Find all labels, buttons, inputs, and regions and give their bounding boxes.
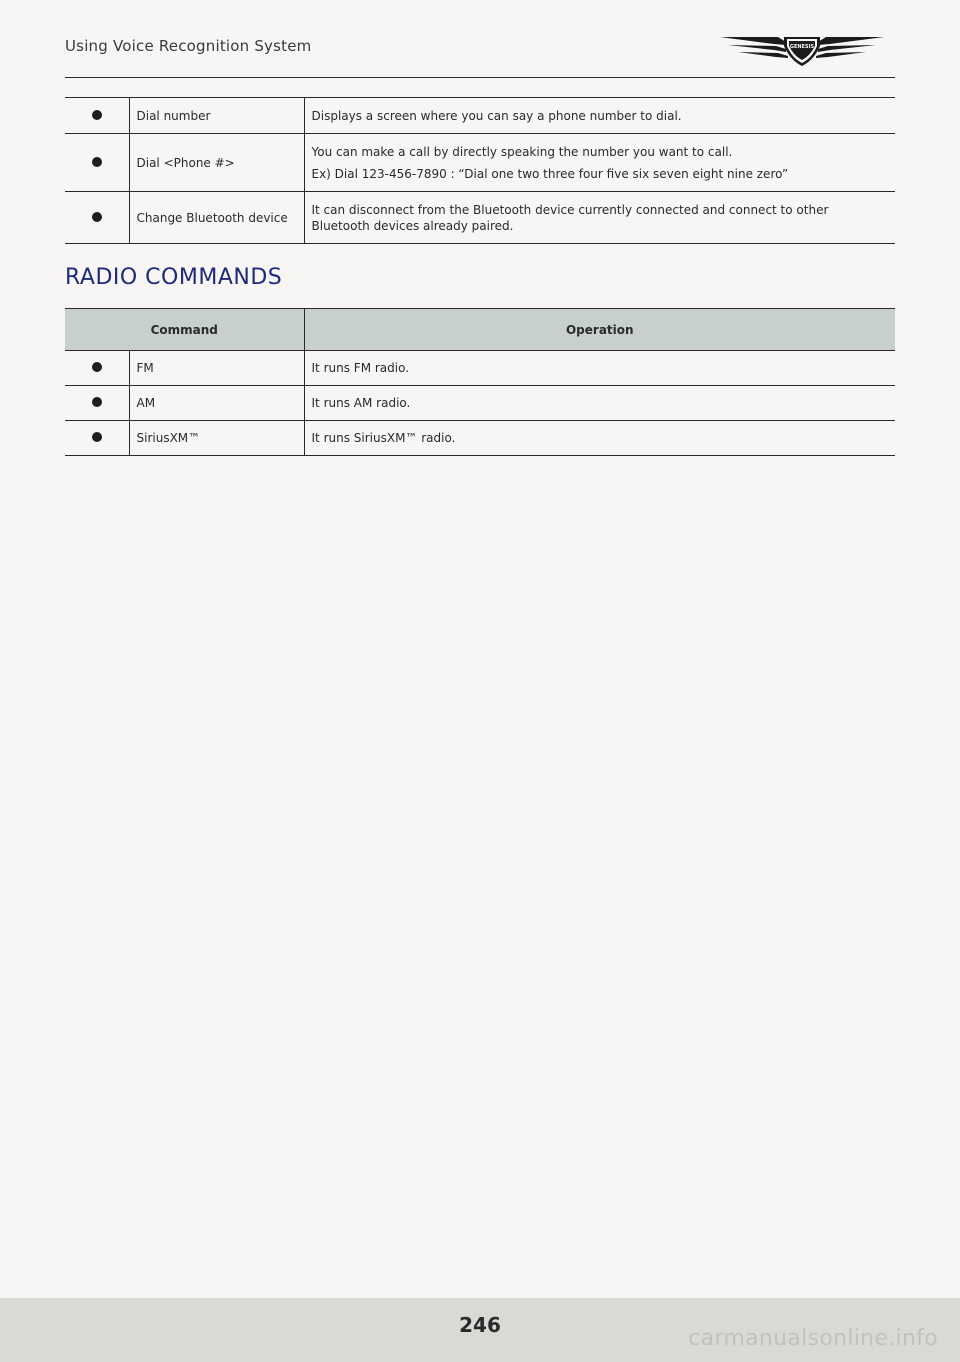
command-cell: Dial <Phone #> xyxy=(129,134,304,192)
operation-text: You can make a call by directly speaking the number you want to call. xyxy=(311,144,733,159)
bullet-icon xyxy=(92,110,102,120)
table-row xyxy=(65,192,895,244)
operation-example: Ex) Dial 123-456-7890 : “Dial one two three four five six seven eight nine zero” xyxy=(311,166,789,181)
command-cell: FM xyxy=(129,351,304,386)
table-row xyxy=(65,421,895,456)
operation-text: Displays a screen where you can say a phone number to dial. xyxy=(311,108,682,123)
header-divider xyxy=(65,77,895,78)
radio-commands-table xyxy=(65,308,895,456)
table-header-row xyxy=(65,309,895,351)
command-cell: AM xyxy=(129,386,304,421)
column-header-command: Command xyxy=(65,309,304,351)
watermark-text: carmanualsonline.info xyxy=(688,1326,938,1351)
bullet-icon xyxy=(92,397,102,407)
bullet-icon xyxy=(92,157,102,167)
command-cell: SiriusXM™ xyxy=(129,421,304,456)
phone-commands-table xyxy=(65,97,895,244)
operation-cell: It runs SiriusXM™ radio. xyxy=(304,421,895,456)
operation-cell: It runs AM radio. xyxy=(304,386,895,421)
table-row xyxy=(65,351,895,386)
operation-cell xyxy=(304,134,895,192)
operation-cell: It runs FM radio. xyxy=(304,351,895,386)
bullet-icon xyxy=(92,362,102,372)
table-row xyxy=(65,134,895,192)
operation-cell xyxy=(304,98,895,134)
page-number: 246 xyxy=(459,1313,501,1337)
table-row xyxy=(65,98,895,134)
table-row xyxy=(65,386,895,421)
command-cell: Change Bluetooth device xyxy=(129,192,304,244)
genesis-logo xyxy=(716,28,888,68)
bullet-icon xyxy=(92,212,102,222)
operation-cell xyxy=(304,192,895,244)
logo-text: GENESIS xyxy=(789,44,815,50)
command-cell: Dial number xyxy=(129,98,304,134)
page-header-title: Using Voice Recognition System xyxy=(65,37,312,55)
column-header-operation: Operation xyxy=(304,309,895,351)
bullet-icon xyxy=(92,432,102,442)
operation-text: It can disconnect from the Bluetooth device currently connected and connect to other Bluetooth devices already paired. xyxy=(311,202,829,233)
section-title: RADIO COMMANDS xyxy=(65,265,283,290)
